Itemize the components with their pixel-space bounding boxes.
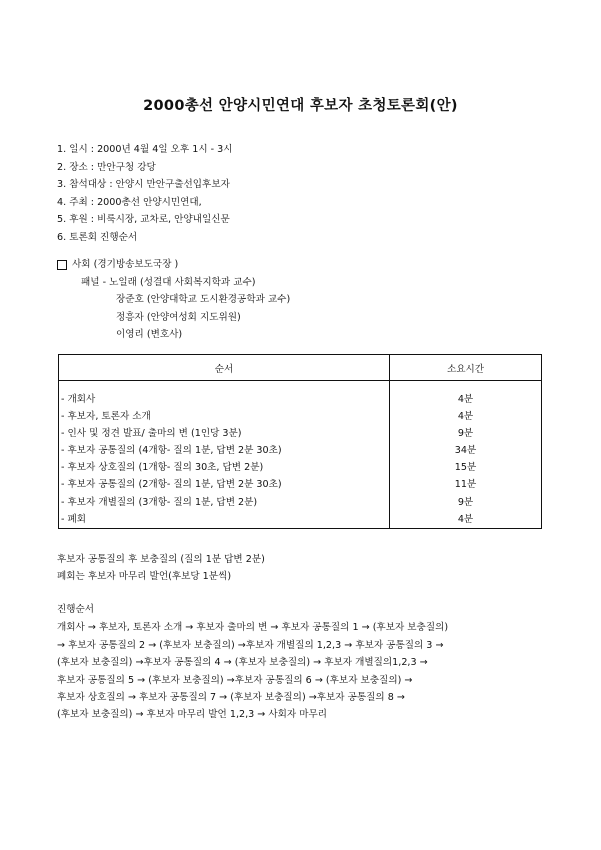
row-item: - 후보자, 토론자 소개 (61, 411, 151, 423)
checkbox-icon (57, 260, 67, 270)
row-item: - 후보자 공통질의 (2개항- 질의 1분, 답변 2분 30초) (61, 479, 282, 491)
event-info-list (57, 141, 557, 247)
table-row (59, 492, 541, 509)
table-row (59, 423, 541, 440)
notes-section (57, 551, 557, 586)
row-time: 15분 (454, 462, 477, 474)
row-item: - 인사 및 정견 발표/ 출마의 변 (1인당 3분) (61, 428, 242, 440)
flow-line: (후보자 보충질의) → 후보자 마무리 발언 1,2,3 → 사회자 마무리 (57, 709, 328, 721)
table-row (59, 440, 541, 457)
table-row (59, 406, 541, 423)
flow-line: 후보자 상호질의 → 후보자 공통질의 7 → (후보자 보충질의) →후보자 공통질의 8 → (57, 692, 405, 704)
row-time: 9분 (457, 496, 474, 508)
table-row (59, 457, 541, 474)
info-date: 1. 일시 : 2000년 4월 4일 오후 1시 - 3시 (57, 144, 233, 155)
row-item: - 후보자 개별질의 (3개항- 질의 1분, 답변 2분) (61, 496, 258, 508)
panel-member: 이영리 (변호사) (116, 329, 183, 341)
row-item: - 후보자 상호질의 (1개항- 질의 30초, 답변 2분) (61, 462, 264, 474)
header-duration: 소요시간 (446, 364, 485, 375)
header-order: 순서 (214, 364, 234, 375)
info-venue: 2. 장소 : 만안구청 강당 (57, 161, 156, 173)
flow-heading: 진행순서 (57, 604, 95, 615)
flow-line: → 후보자 공통질의 2 → (후보자 보충질의) →후보자 개별질의 1,2,3 → 후보자 공통질의 3 → (57, 639, 444, 651)
row-item: - 후보자 공통질의 (4개항- 질의 1분, 답변 2분 30초) (61, 445, 282, 457)
row-time: 9분 (457, 428, 474, 440)
row-time: 11분 (454, 479, 477, 491)
info-program-order: 6. 토론회 진행순서 (57, 231, 138, 243)
flow-line: 후보자 공통질의 5 → (후보자 보충질의) →후보자 공통질의 6 → (후보자 보충질의) → (57, 674, 413, 686)
table-row (59, 509, 541, 526)
info-attendees: 3. 참석대상 : 안양시 만안구출선입후보자 (57, 179, 230, 191)
panel-member: 정흥자 (안양여성회 지도위원) (116, 311, 241, 323)
panel-member: 장준호 (안양대학교 도시환경공학과 교수) (116, 294, 291, 306)
moderator-label: 사회 (경기방송보도국장 ) (72, 259, 179, 270)
table-row (59, 389, 541, 406)
panel-member: 패널 - 노일래 (성결대 사회복지학과 교수) (81, 276, 256, 288)
moderator-section (57, 256, 557, 344)
row-time: 4분 (457, 394, 474, 405)
note-line: 후보자 공통질의 후 보충질의 (질의 1분 답변 2분) (57, 554, 265, 565)
table-row (59, 474, 541, 491)
row-time: 4분 (457, 411, 474, 423)
schedule-rows (59, 389, 541, 526)
row-item: - 개회사 (61, 394, 96, 405)
row-time: 4분 (457, 513, 474, 525)
schedule-header-row (59, 355, 541, 381)
row-item: - 폐회 (61, 513, 87, 525)
flow-line: 개회사 → 후보자, 토론자 소개 → 후보자 출마의 변 → 후보자 공통질의 1 → (후보자 보충질의) (57, 622, 449, 634)
row-time: 34분 (454, 445, 477, 457)
moderator-line (57, 256, 557, 274)
flow-section (57, 601, 557, 724)
info-sponsors: 5. 후원 : 비룩시장, 교차로, 안양내일신문 (57, 214, 230, 226)
document-title: 2000총선 안양시민연대 후보자 초청토론회(안) (143, 98, 458, 114)
info-host: 4. 주최 : 2000총선 안양시민연대, (57, 196, 202, 208)
flow-line: (후보자 보충질의) →후보자 공통질의 4 → (후보자 보충질의) → 후보자 개별질의1,2,3 → (57, 657, 428, 669)
schedule-table (58, 354, 542, 529)
note-line: 폐회는 후보자 마무리 발언(후보당 1분씩) (57, 571, 232, 583)
